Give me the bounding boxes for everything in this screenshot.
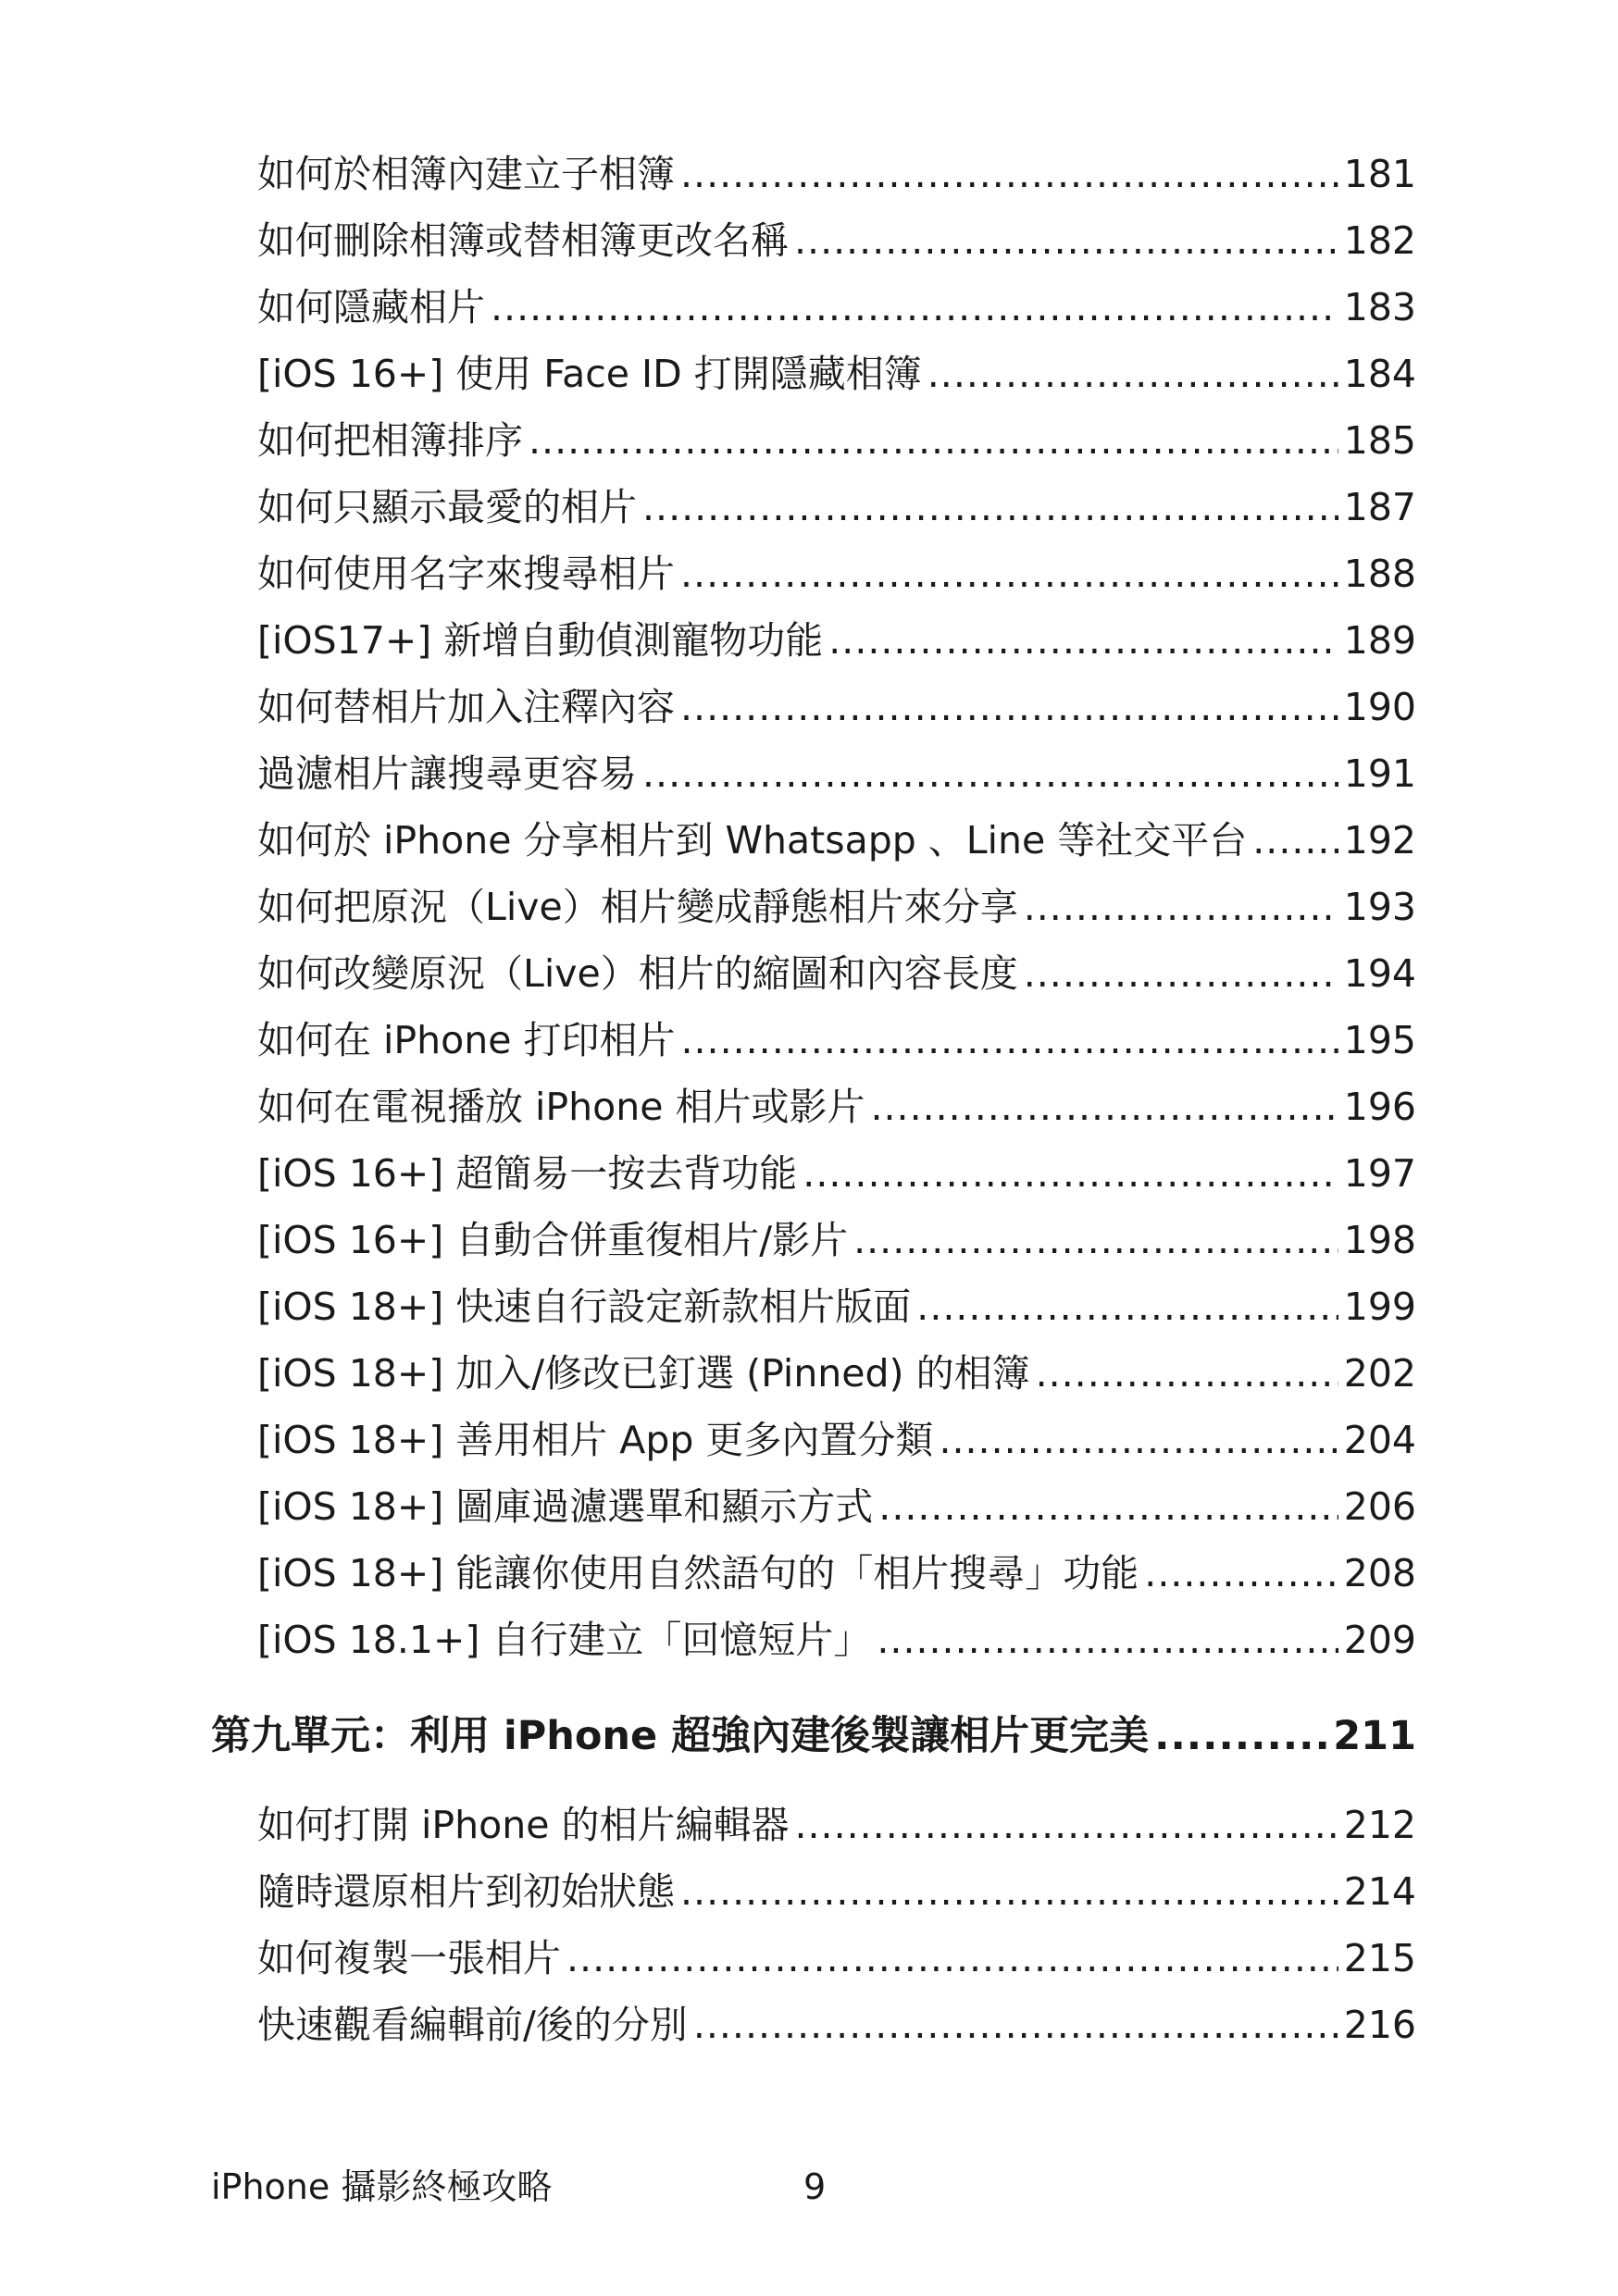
toc-chapter-title: 第九單元：利用 iPhone 超強內建後製讓相片更完美	[211, 1713, 1150, 1759]
toc-entry-title: 快速觀看編輯前/後的分別	[257, 2003, 688, 2047]
toc-entry-page: 188	[1343, 552, 1416, 596]
toc-chapter-heading	[211, 1706, 1416, 1766]
toc-entry-page: 208	[1343, 1551, 1416, 1595]
toc-entry-title: [iOS 18+] 善用相片 App 更多內置分類	[257, 1418, 934, 1462]
toc-entry-page: 202	[1343, 1351, 1416, 1396]
toc-entry-page: 182	[1343, 218, 1416, 263]
dot-leader	[927, 346, 1338, 402]
toc-entry-page: 198	[1343, 1218, 1416, 1262]
toc-entry-title: [iOS 16+] 使用 Face ID 打開隱藏相簿	[257, 352, 922, 396]
toc-entry-page: 185	[1343, 418, 1416, 463]
toc-entry-title: [iOS 18.1+] 自行建立「回憶短片」	[257, 1618, 872, 1662]
toc-entry-page: 184	[1343, 352, 1416, 396]
toc-entry	[257, 1079, 1416, 1135]
toc-entry	[257, 479, 1416, 535]
toc-entry-page: 181	[1343, 152, 1416, 196]
toc-entry	[257, 1479, 1416, 1534]
toc-entry-page: 206	[1343, 1484, 1416, 1529]
dot-leader	[680, 1864, 1338, 1919]
dot-leader	[1252, 813, 1338, 868]
dot-leader	[939, 1412, 1338, 1468]
dot-leader	[877, 1612, 1338, 1668]
toc-entry-title: 過濾相片讓搜尋更容易	[257, 751, 637, 796]
toc-entry-page: 215	[1343, 1936, 1416, 1980]
toc-entry-title: 如何替相片加入注釋內容	[257, 685, 675, 729]
dot-leader	[794, 213, 1338, 268]
toc-entry	[257, 1997, 1416, 2053]
toc-entry	[257, 346, 1416, 402]
toc-entry	[257, 879, 1416, 935]
toc-entry-title: [iOS 18+] 快速自行設定新款相片版面	[257, 1285, 912, 1329]
dot-leader	[1036, 1346, 1338, 1401]
toc-entry	[257, 1797, 1416, 1853]
toc-entry-page: 183	[1343, 285, 1416, 329]
toc-entry	[257, 213, 1416, 268]
footer-page-number: 9	[803, 2166, 827, 2207]
toc-entry	[257, 679, 1416, 735]
dot-leader	[680, 1012, 1338, 1068]
dot-leader	[1144, 1545, 1338, 1601]
dot-leader	[878, 1479, 1338, 1534]
toc-entry-page: 194	[1343, 951, 1416, 996]
toc-entry-page: 191	[1343, 751, 1416, 796]
toc-entry	[257, 1412, 1416, 1468]
toc-entry-page: 209	[1343, 1618, 1416, 1662]
toc-entry-page: 197	[1343, 1151, 1416, 1196]
dot-leader	[642, 746, 1338, 801]
toc-entry-title: [iOS17+] 新增自動偵測寵物功能	[257, 618, 824, 663]
toc-entry-title: 如何把原況（Live）相片變成靜態相片來分享	[257, 885, 1018, 929]
toc-entry	[257, 1864, 1416, 1919]
toc-entry-title: 如何在電視播放 iPhone 相片或影片	[257, 1085, 865, 1129]
toc-entry-title: 如何改變原況（Live）相片的縮圖和內容長度	[257, 951, 1018, 996]
toc-entry	[257, 1012, 1416, 1068]
toc-entry	[257, 1346, 1416, 1401]
toc-entry-page: 190	[1343, 685, 1416, 729]
toc-entry	[257, 1545, 1416, 1601]
toc-entry	[257, 146, 1416, 202]
toc-entry-page: 212	[1343, 1803, 1416, 1847]
toc-entry	[257, 1212, 1416, 1268]
toc-entry	[257, 413, 1416, 468]
toc-entry	[257, 613, 1416, 668]
dot-leader	[491, 279, 1338, 335]
dot-leader	[794, 1797, 1338, 1853]
footer-book-title: iPhone 攝影終極攻略	[211, 2166, 553, 2207]
toc-entry-page: 195	[1343, 1018, 1416, 1062]
toc-entry-page: 193	[1343, 885, 1416, 929]
dot-leader	[916, 1279, 1338, 1334]
dot-leader	[566, 1930, 1338, 1986]
toc-entry	[257, 1612, 1416, 1668]
toc-entry	[257, 1930, 1416, 1986]
toc-entry-title: 如何把相簿排序	[257, 418, 523, 463]
dot-leader	[853, 1212, 1338, 1268]
dot-leader	[680, 679, 1338, 735]
dot-leader	[693, 1997, 1338, 2053]
toc-entry	[257, 1279, 1416, 1334]
toc-entry-page: 192	[1343, 818, 1416, 863]
dot-leader	[1154, 1706, 1327, 1766]
toc-entry-title: [iOS 16+] 超簡易一按去背功能	[257, 1151, 798, 1196]
toc-entry	[257, 813, 1416, 868]
toc-entry	[257, 279, 1416, 335]
toc-entry-page: 189	[1343, 618, 1416, 663]
dot-leader	[680, 146, 1338, 202]
toc-entry-title: 如何只顯示最愛的相片	[257, 485, 637, 529]
dot-leader	[1024, 879, 1338, 935]
dot-leader	[870, 1079, 1338, 1135]
dot-leader	[642, 479, 1338, 535]
toc-entry-title: 如何打開 iPhone 的相片編輯器	[257, 1803, 790, 1847]
toc-entry-title: 如何於相簿內建立子相簿	[257, 152, 675, 196]
dot-leader	[828, 613, 1338, 668]
toc-entry	[257, 746, 1416, 801]
dot-leader	[803, 1146, 1338, 1201]
toc-entry-title: [iOS 16+] 自動合併重復相片/影片	[257, 1218, 849, 1262]
toc-entry-page: 204	[1343, 1418, 1416, 1462]
toc-entry-title: [iOS 18+] 圖庫過濾選單和顯示方式	[257, 1484, 874, 1529]
toc-entry-title: 如何於 iPhone 分享相片到 Whatsapp 、Line 等社交平台	[257, 818, 1248, 863]
toc-entry-page: 214	[1343, 1869, 1416, 1914]
toc-entry-page: 187	[1343, 485, 1416, 529]
toc-entry-title: 如何使用名字來搜尋相片	[257, 552, 675, 596]
dot-leader	[529, 413, 1338, 468]
toc-entry	[257, 1146, 1416, 1201]
toc-entry-title: 如何隱藏相片	[257, 285, 485, 329]
toc-entry-title: [iOS 18+] 能讓你使用自然語句的「相片搜尋」功能	[257, 1551, 1139, 1595]
toc-entry-title: 隨時還原相片到初始狀態	[257, 1869, 675, 1914]
toc-entry-page: 196	[1343, 1085, 1416, 1129]
toc-chapter-page: 211	[1333, 1713, 1416, 1759]
toc-entry-title: 如何複製一張相片	[257, 1936, 561, 1980]
toc-entry-title: [iOS 18+] 加入/修改已釘選 (Pinned) 的相簿	[257, 1351, 1030, 1396]
toc-entry	[257, 946, 1416, 1001]
dot-leader	[1024, 946, 1338, 1001]
toc-entry	[257, 546, 1416, 602]
toc-entry-page: 216	[1343, 2003, 1416, 2047]
toc-entry-title: 如何刪除相簿或替相簿更改名稱	[257, 218, 789, 263]
toc-entry-page: 199	[1343, 1285, 1416, 1329]
toc-entry-title: 如何在 iPhone 打印相片	[257, 1018, 676, 1062]
dot-leader	[680, 546, 1338, 602]
